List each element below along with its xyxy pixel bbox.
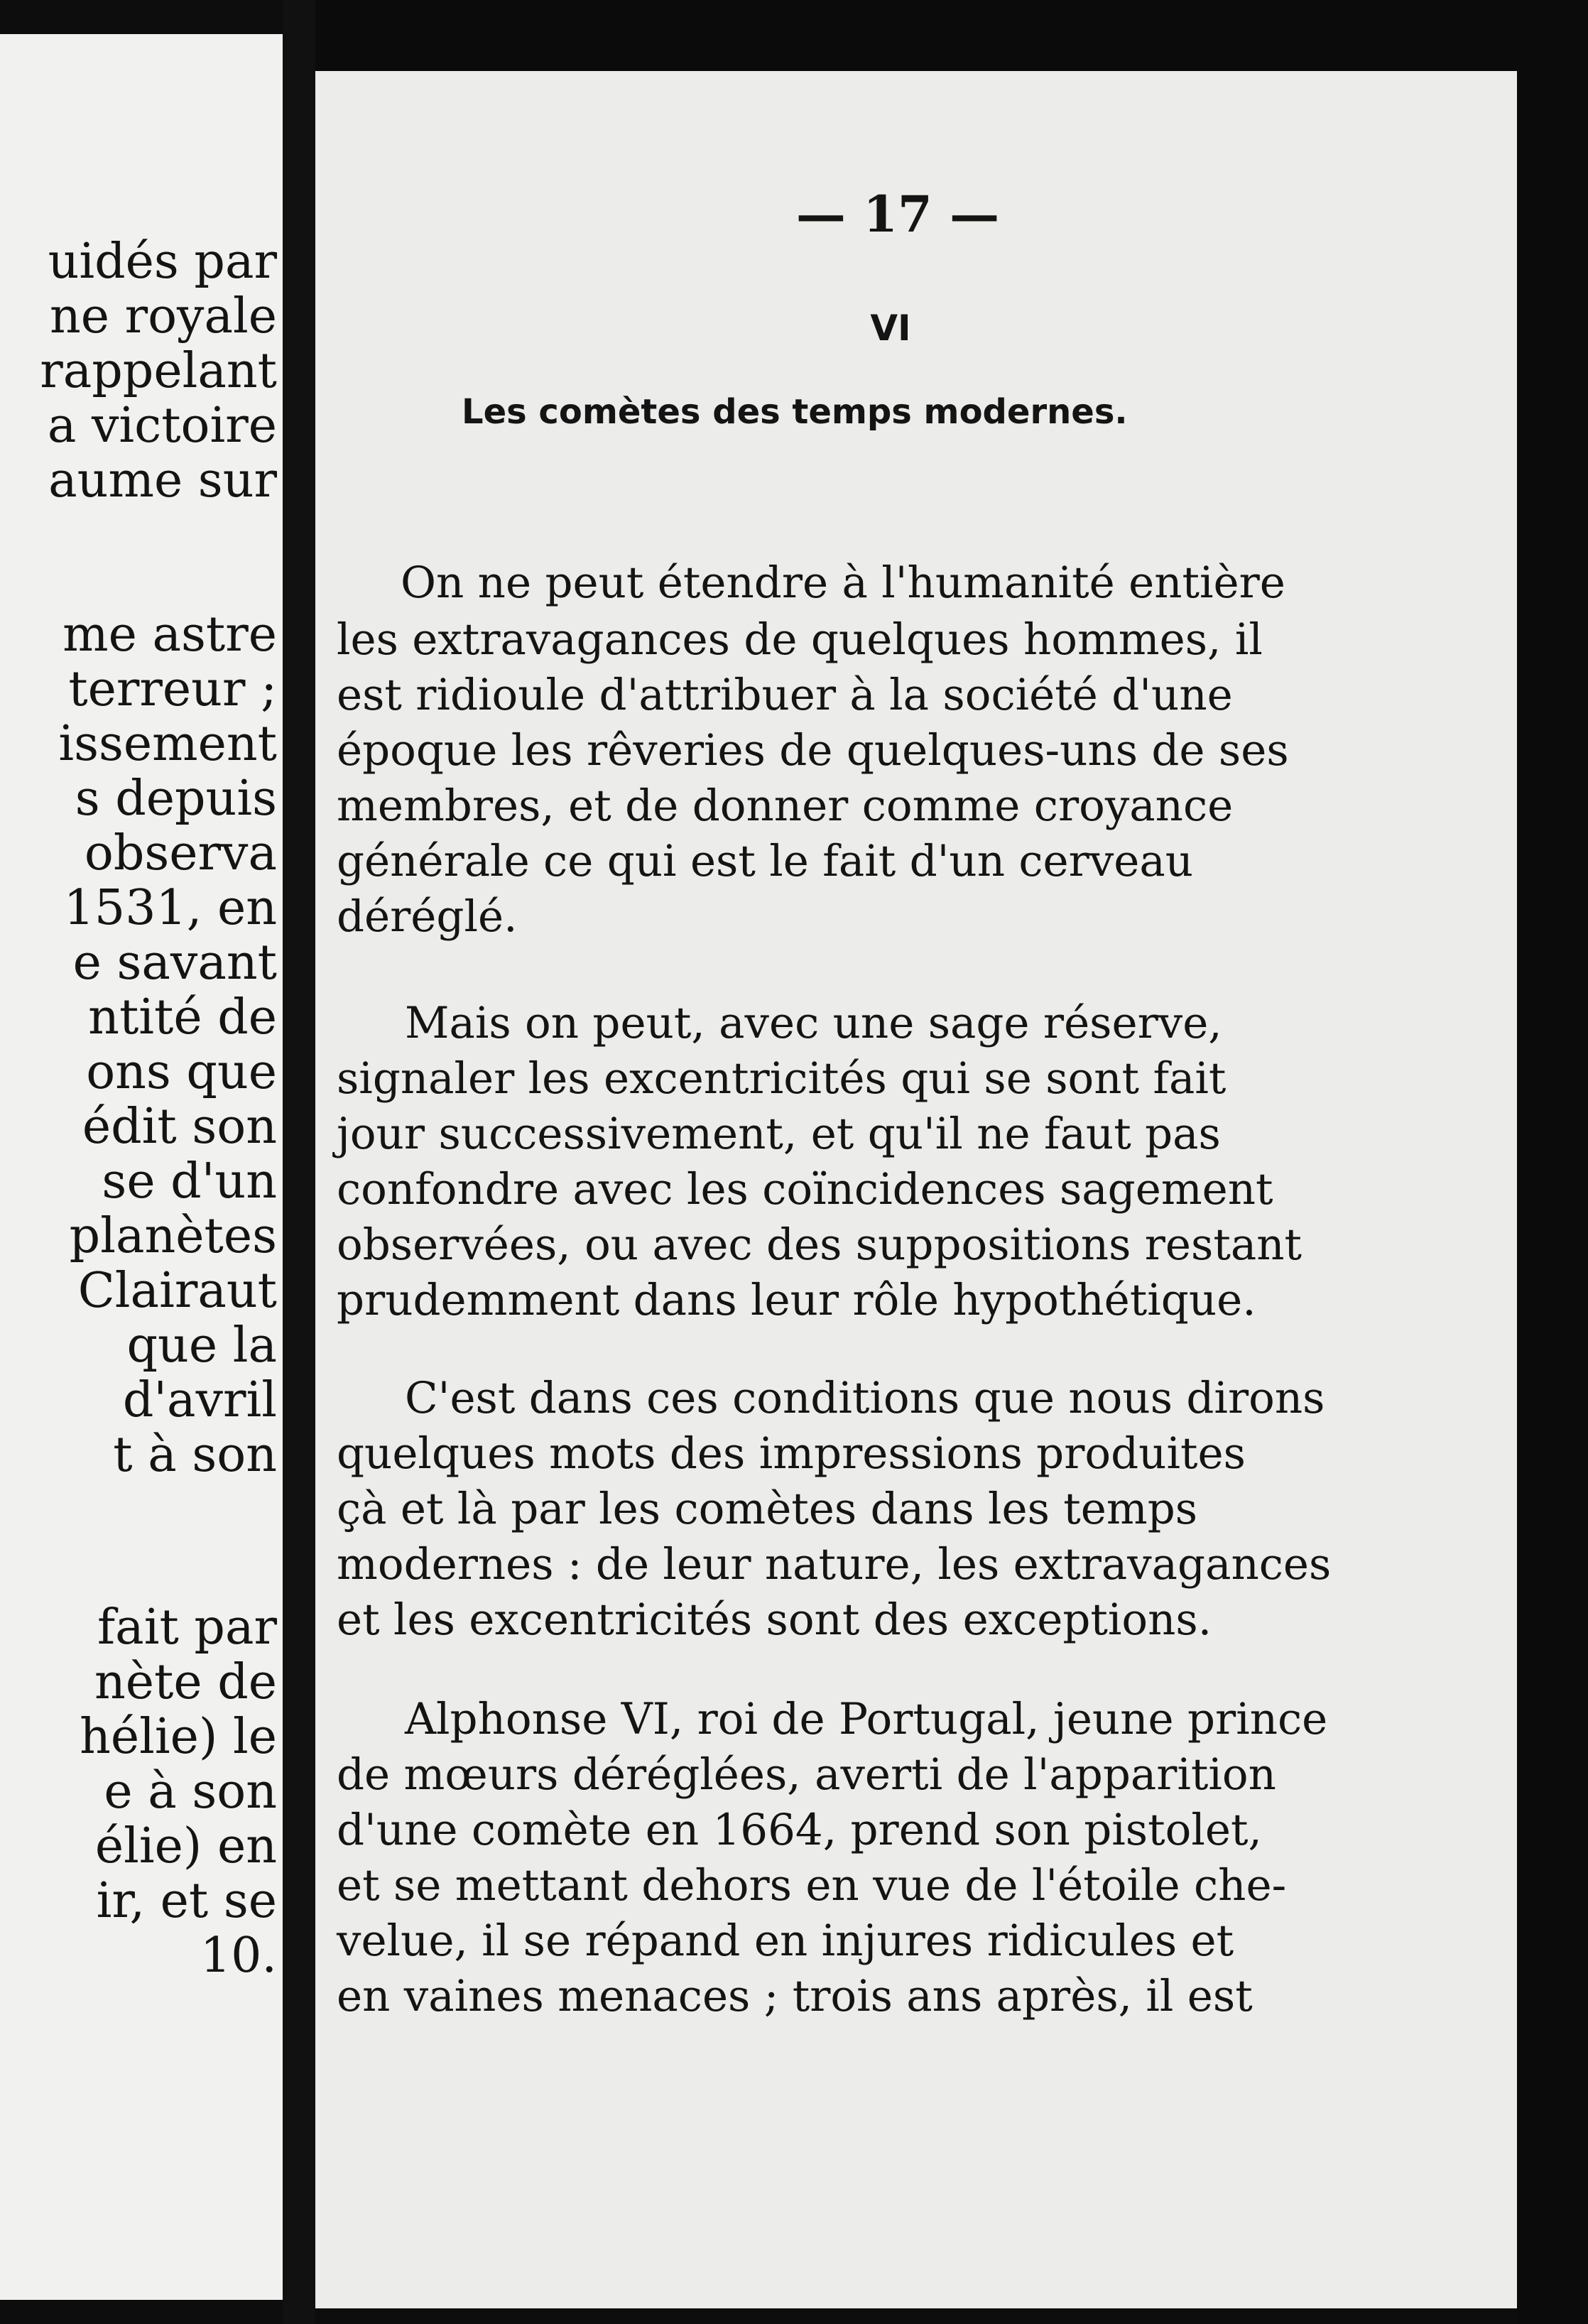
previous-page-line: rappelant — [40, 343, 277, 399]
text-line: jour successivement, et qu'il ne faut pas — [337, 1109, 1221, 1159]
previous-page-line: planètes — [69, 1208, 277, 1264]
previous-page-line: a victoire — [47, 398, 277, 454]
text-line: On ne peut étendre à l'humanité entière — [401, 558, 1285, 608]
chapter-number: VI — [870, 308, 911, 349]
previous-page-line: aume sur — [48, 452, 277, 509]
text-line: déréglé. — [337, 891, 518, 942]
previous-page-line: ne royale — [49, 288, 277, 344]
book-gutter — [283, 0, 315, 2324]
text-line: les extravagances de quelques hommes, il — [337, 614, 1263, 665]
previous-page-line: élie) en — [94, 1818, 277, 1874]
previous-page-line: 10. — [200, 1928, 277, 1984]
text-line: confondre avec les coïncidences sagement — [337, 1164, 1273, 1215]
previous-page-line: que la — [126, 1318, 277, 1374]
text-line: quelques mots des impressions produites — [337, 1428, 1246, 1479]
previous-page-line: hélie) le — [80, 1709, 277, 1765]
text-line: en vaines menaces ; trois ans après, il est — [337, 1971, 1253, 2021]
text-line: C'est dans ces conditions que nous dirons — [405, 1373, 1325, 1423]
chapter-title: Les comètes des temps modernes. — [462, 392, 1128, 432]
text-line: observées, ou avec des suppositions restant — [337, 1220, 1303, 1270]
text-line: époque les rêveries de quelques-uns de ses — [337, 725, 1289, 776]
previous-page-line: e savant — [72, 935, 277, 991]
text-line: est ridioule d'attribuer à la société d'une — [337, 670, 1233, 720]
text-line: prudemment dans leur rôle hypothétique. — [337, 1275, 1256, 1325]
previous-page-line: édit son — [82, 1099, 277, 1155]
text-line: d'une comète en 1664, prend son pistolet, — [337, 1805, 1262, 1855]
previous-page-line: nète de — [94, 1654, 277, 1710]
text-line: velue, il se répand en injures ridicules et — [337, 1916, 1234, 1966]
previous-page-line: Clairaut — [77, 1263, 277, 1319]
text-line: et les excentricités sont des exceptions. — [337, 1595, 1212, 1645]
current-page — [315, 71, 1517, 2308]
text-line: et se mettant dehors en vue de l'étoile che- — [337, 1860, 1287, 1911]
previous-page-line: issement — [58, 716, 277, 772]
previous-page-line: 1531, en — [63, 880, 277, 936]
previous-page-fragment — [0, 34, 283, 2300]
previous-page-line: uidés par — [48, 234, 277, 290]
text-line: çà et là par les comètes dans les temps — [337, 1484, 1198, 1534]
scan-border-right — [1517, 0, 1588, 2324]
previous-page-line: ir, et se — [96, 1873, 277, 1929]
text-line: membres, et de donner comme croyance — [337, 781, 1234, 831]
text-line: Alphonse VI, roi de Portugal, jeune prince — [405, 1694, 1328, 1744]
text-line: de mœurs déréglées, averti de l'apparition — [337, 1749, 1276, 1800]
text-line: générale ce qui est le fait d'un cerveau — [337, 836, 1194, 886]
previous-page-line: se d'un — [102, 1153, 277, 1210]
previous-page-line: s depuis — [75, 771, 277, 827]
previous-page-line: observa — [84, 825, 277, 881]
previous-page-line: fait par — [97, 1600, 277, 1656]
previous-page-line: e à son — [104, 1764, 277, 1820]
previous-page-line: me astre — [62, 607, 277, 663]
text-line: signaler les excentricités qui se sont fait — [337, 1053, 1227, 1104]
previous-page-line: terreur ; — [68, 661, 277, 717]
scan-border-top — [315, 0, 1517, 71]
previous-page-line: d'avril — [122, 1372, 277, 1428]
page-number: — 17 — — [795, 185, 1000, 244]
text-line: modernes : de leur nature, les extravagances — [337, 1539, 1332, 1590]
previous-page-line: ntité de — [88, 989, 277, 1046]
text-line: Mais on peut, avec une sage réserve, — [405, 998, 1222, 1048]
previous-page-line: t à son — [113, 1427, 277, 1483]
previous-page-line: ons que — [86, 1044, 277, 1100]
